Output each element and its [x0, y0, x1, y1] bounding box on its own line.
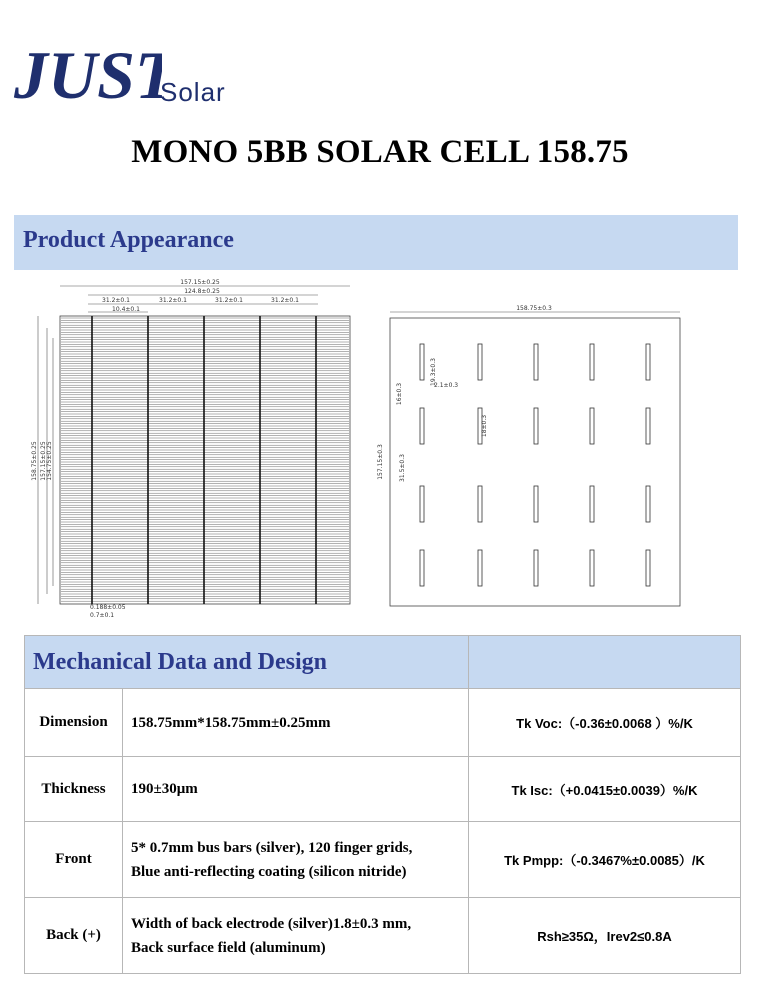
- electrode-pad: [590, 486, 594, 522]
- dim-height-inner: 154.75±0.25: [46, 441, 53, 481]
- value-line: 158.75mm*158.75mm±0.25mm: [131, 714, 331, 731]
- table-header-row: [25, 636, 741, 689]
- value-line: Width of back electrode (silver)1.8±0.3 mm,: [131, 915, 412, 932]
- back-dim-row-pitch: 31.5±0.3: [399, 454, 406, 482]
- mechanical-data-table: [24, 635, 741, 974]
- electrode-pad: [590, 550, 594, 586]
- electrode-pad: [534, 344, 538, 380]
- section-header-appearance: [14, 215, 738, 270]
- electrode-pad: [478, 486, 482, 522]
- row-coefficient: Tk Pmpp:（-0.3467%±0.0085）/K: [469, 822, 741, 898]
- electrode-pad: [590, 408, 594, 444]
- row-label: Thickness: [25, 757, 123, 822]
- electrode-pad: [646, 344, 650, 380]
- section-heading: Product Appearance: [23, 227, 234, 253]
- dim-finger-width: 0.188±0.05: [90, 604, 126, 611]
- back-dim-pad-width: 2.1±0.3: [434, 382, 459, 389]
- electrode-pad: [420, 486, 424, 522]
- logo-mark: [12, 36, 162, 106]
- dim-pitch-2: 31.2±0.1: [159, 297, 187, 304]
- dim-edge-offset: 10.4±0.1: [112, 306, 140, 313]
- electrode-pad: [420, 550, 424, 586]
- row-label: Front: [25, 822, 123, 898]
- back-dim-pad-length: 19.3±0.3: [430, 358, 437, 386]
- back-side-drawing: [374, 302, 690, 614]
- table-row: [25, 898, 741, 974]
- electrode-pad: [420, 344, 424, 380]
- row-value: [123, 757, 469, 822]
- dim-pitch-4: 31.2±0.1: [271, 297, 299, 304]
- dim-busbar-width: 0.7±0.1: [90, 612, 115, 619]
- electrode-pad: [646, 550, 650, 586]
- electrode-pad: [534, 486, 538, 522]
- electrode-pad: [590, 344, 594, 380]
- table-row: [25, 757, 741, 822]
- electrode-pad: [646, 408, 650, 444]
- page-title: MONO 5BB SOLAR CELL 158.75: [131, 134, 629, 170]
- header-empty-cell: [469, 636, 741, 689]
- value-line: Back surface field (aluminum): [131, 939, 326, 956]
- value-line: 190±30μm: [131, 781, 198, 797]
- dim-pitch-3: 31.2±0.1: [215, 297, 243, 304]
- electrode-pad: [534, 550, 538, 586]
- value-line: Blue anti-reflecting coating (silicon nitride): [131, 863, 407, 880]
- electrode-pad: [420, 408, 424, 444]
- row-coefficient: Tk Isc:（+0.0415±0.0039）%/K: [469, 757, 741, 822]
- table-row: [25, 689, 741, 757]
- front-side-drawing: [28, 276, 358, 626]
- dim-height-mid: 157.15±0.25: [40, 441, 47, 481]
- electrode-pad: [534, 408, 538, 444]
- row-value: [123, 689, 469, 757]
- value-line: 5* 0.7mm bus bars (silver), 120 finger grids,: [131, 839, 413, 856]
- dim-height-outer: 158.75±0.25: [31, 441, 38, 481]
- row-coefficient: Rsh≥35Ω，Irev2≤0.8A: [469, 898, 741, 974]
- row-coefficient: Tk Voc:（-0.36±0.0068 ）%/K: [469, 689, 741, 757]
- back-dim-pad-gap: 16±0.3: [396, 382, 403, 406]
- back-dim-height: 157.15±0.3: [377, 444, 384, 480]
- electrode-pad: [478, 344, 482, 380]
- back-dim-overall: 158.75±0.3: [516, 305, 552, 312]
- row-value: [123, 898, 469, 974]
- dim-pitch-1: 31.2±0.1: [102, 297, 130, 304]
- table-row: [25, 822, 741, 898]
- dim-overall: 157.15±0.25: [180, 279, 220, 286]
- back-drawing-svg: [374, 302, 690, 614]
- row-value: [123, 822, 469, 898]
- row-label: Dimension: [25, 689, 123, 757]
- front-drawing-svg: [28, 276, 358, 626]
- back-dim-pad-inner: 18±0.3: [481, 414, 488, 438]
- electrode-pad: [646, 486, 650, 522]
- logo-subtext: Solar: [160, 77, 226, 107]
- electrode-pad: [478, 550, 482, 586]
- logo-text: JUST: [14, 37, 162, 106]
- mechanical-heading: Mechanical Data and Design: [25, 636, 469, 689]
- dim-busbar-span: 124.8±0.25: [184, 288, 220, 295]
- row-label: Back (+): [25, 898, 123, 974]
